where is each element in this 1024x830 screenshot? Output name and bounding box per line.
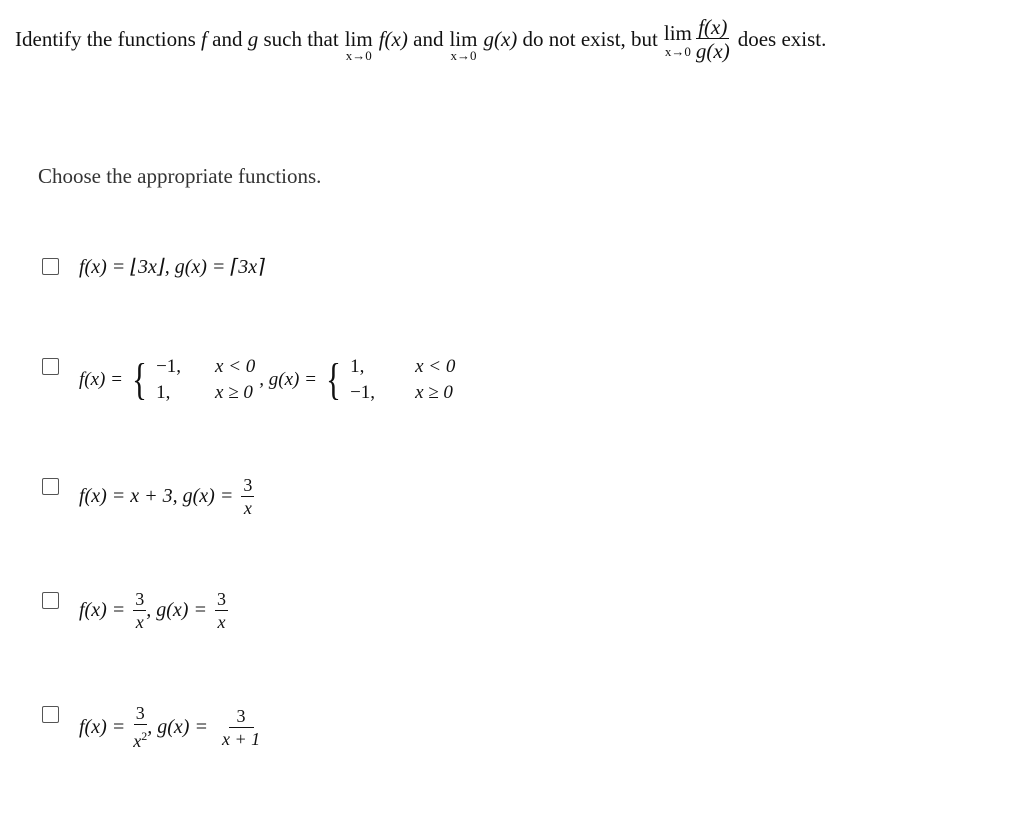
lim-word: lim [344, 27, 373, 51]
f-label: f(x) = [79, 369, 123, 390]
f-fraction [133, 588, 146, 633]
option-5-label [79, 702, 260, 752]
option-1 [42, 254, 265, 279]
g-denominator: x [243, 498, 252, 518]
f-case-2-cond: x ≥ 0 [215, 382, 253, 403]
g-symbol: g [247, 27, 259, 51]
lim-ratio-label [664, 21, 692, 59]
such-that-text: such that [263, 27, 339, 51]
option-4 [42, 588, 228, 633]
option-2-checkbox[interactable] [42, 358, 59, 375]
g-denominator: x + 1 [221, 728, 261, 749]
option-3-checkbox[interactable] [42, 478, 59, 495]
ratio-fraction [696, 16, 730, 63]
f-denominator [133, 725, 147, 752]
instruction-text: Choose the appropriate functions. [38, 164, 322, 188]
option-3-label [79, 474, 254, 519]
lim-subscript: x→0 [450, 48, 477, 63]
option-5-checkbox[interactable] [42, 706, 59, 723]
f-den-exponent: 2 [141, 729, 148, 743]
g-cases [350, 356, 455, 404]
f-label: f(x) = [79, 715, 126, 738]
lim-word: lim [663, 20, 692, 45]
g-fraction [215, 588, 228, 633]
gx-term: g(x) [483, 27, 518, 51]
f-numerator: 3 [135, 589, 145, 609]
g-fraction [241, 474, 254, 519]
g-case-2-value: −1, [350, 382, 376, 403]
limit-f [345, 22, 373, 62]
limit-ratio [664, 16, 730, 63]
option-5 [42, 702, 260, 752]
option-2-label [79, 356, 455, 404]
left-brace-g: { [326, 355, 341, 404]
f-case-1-cond: x < 0 [215, 356, 256, 377]
not-exist-text: do not exist, but [522, 27, 658, 51]
g-denominator: x [217, 612, 226, 632]
f-case-2-value: 1, [156, 382, 171, 403]
option-3-prefix: f(x) = x + 3, g(x) = [79, 485, 234, 507]
fx-term: f(x) [378, 27, 408, 51]
left-brace-f: { [132, 355, 147, 404]
does-exist-text: does exist. [737, 27, 827, 51]
option-4-label [79, 588, 228, 633]
f-fraction [133, 702, 147, 752]
lim-subscript: x→0 [345, 48, 372, 63]
option-1-label: f(x) = ⌊3x⌋, g(x) = ⌈3x⌉ [79, 256, 265, 278]
g-numerator: 3 [216, 589, 226, 609]
lim-word: lim [449, 27, 478, 51]
f-symbol: f [201, 27, 207, 51]
option-4-checkbox[interactable] [42, 592, 59, 609]
g-case-1-cond: x < 0 [415, 356, 456, 377]
limit-g [449, 22, 477, 62]
g-numerator: 3 [243, 475, 253, 495]
g-numerator: 3 [229, 705, 254, 728]
f-numerator: 3 [135, 703, 145, 723]
option-2 [42, 356, 455, 404]
f-denominator: x [135, 612, 144, 632]
ratio-numerator: f(x) [698, 15, 728, 39]
lim-subscript: x→0 [664, 43, 691, 59]
f-den-base: x [133, 731, 142, 751]
f-label: f(x) = [79, 599, 126, 621]
g-label: , g(x) = [259, 369, 317, 390]
g-case-2-cond: x ≥ 0 [415, 382, 453, 403]
f-cases [156, 356, 255, 404]
option-1-checkbox[interactable] [42, 258, 59, 275]
option-3 [42, 474, 254, 519]
g-fraction [222, 705, 260, 750]
g-label: , g(x) = [146, 599, 207, 621]
f-case-1-value: −1, [156, 356, 182, 377]
and-text-2: and [413, 27, 444, 51]
g-case-1-value: 1, [350, 356, 365, 377]
and-text: and [212, 27, 243, 51]
ratio-denominator: g(x) [695, 39, 730, 63]
question-intro: Identify the functions [15, 27, 196, 51]
g-label: , g(x) = [147, 715, 208, 738]
question-text [15, 15, 827, 63]
